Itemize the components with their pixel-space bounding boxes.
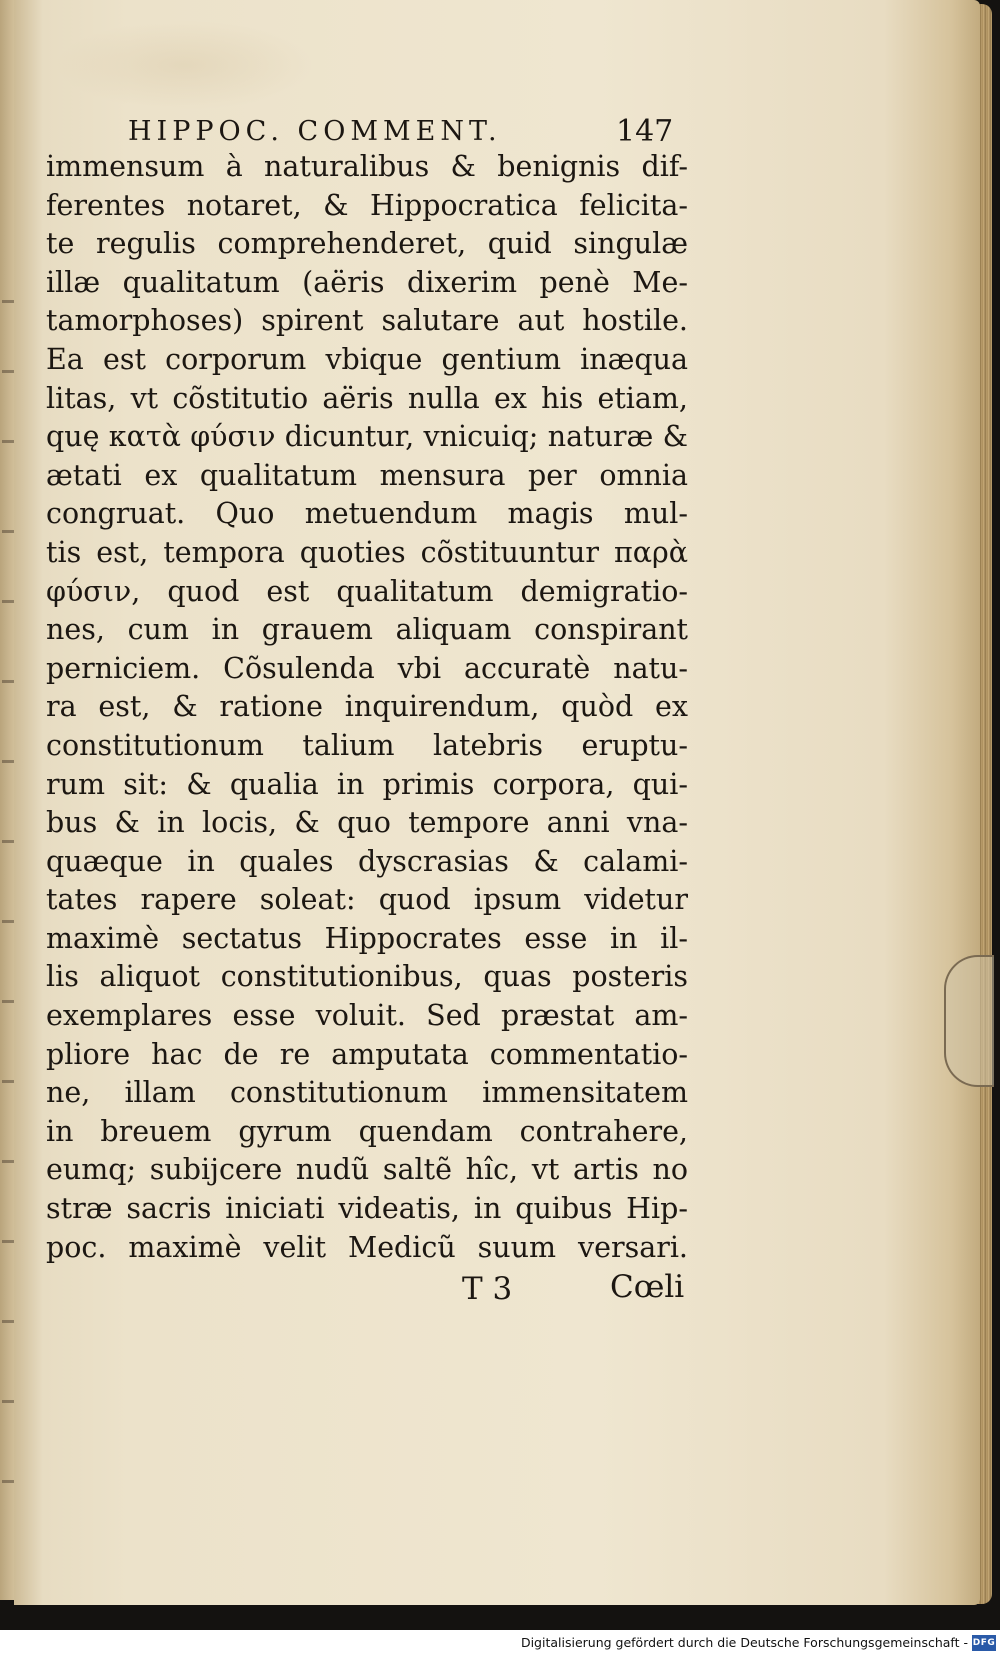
paper-stain <box>54 20 314 110</box>
text-line: maximè sectatus Hippocrates esse in il- <box>46 921 688 955</box>
page-number: 147 <box>616 114 674 149</box>
text-line: ra est, & ratione inquirendum, quòd ex <box>46 690 688 724</box>
text-line: rum sit: & qualia in primis corpora, qui- <box>46 767 688 801</box>
text-line: lis aliquot constitutionibus, quas posteris <box>46 960 688 994</box>
attribution-text: Digitalisierung gefördert durch die Deutsche Forschungsgemeinschaft - <box>520 1635 968 1650</box>
text-line: quę κατὰ φύσιν dicuntur, vnicuiq; naturæ & <box>46 420 688 454</box>
running-head <box>44 108 694 148</box>
running-title: HIPPOC. COMMENT. <box>128 116 502 147</box>
text-line: in breuem gyrum quendam contrahere, <box>46 1114 688 1148</box>
text-line: te regulis comprehenderet, quid singulæ <box>46 227 688 261</box>
text-line: poc. maximè velit Medicũ suum versari. <box>46 1230 688 1264</box>
body-text <box>44 148 694 1267</box>
text-line: bus & in locis, & quo tempore anni vna- <box>46 806 688 840</box>
attribution-bar <box>0 1630 1000 1658</box>
book-page <box>14 0 980 1605</box>
text-line: tis est, tempora quoties cõstituuntur παρὰ <box>46 535 688 569</box>
text-line: pliore hac de re amputata commentatio- <box>46 1037 688 1071</box>
text-line: Ea est corporum vbique gentium inæqua <box>46 342 688 376</box>
page-clip <box>944 955 994 1087</box>
text-line: ne, illam constitutionum immensitatem <box>46 1076 688 1110</box>
text-line: constitutionum talium latebris eruptu- <box>46 728 688 762</box>
text-line: ætati ex qualitatum mensura per omnia <box>46 458 688 492</box>
text-line: exemplares esse voluit. Sed præstat am- <box>46 999 688 1033</box>
catchword: Cœli <box>610 1269 685 1306</box>
text-line: illæ qualitatum (aëris dixerim penè Me- <box>46 265 688 299</box>
text-line: perniciem. Cõsulenda vbi accuratè natu- <box>46 651 688 685</box>
text-line: ferentes notaret, & Hippocratica felicita- <box>46 188 688 222</box>
text-line: quæque in quales dyscrasias & calami- <box>46 844 688 878</box>
text-line: φύσιν, quod est qualitatum demigratio- <box>46 574 688 608</box>
dfg-logo-icon[interactable]: DFG <box>972 1635 996 1651</box>
text-line: litas, vt cõstitutio aëris nulla ex his etiam, <box>46 381 688 415</box>
text-line: tates rapere soleat: quod ipsum videtur <box>46 883 688 917</box>
text-line: tamorphoses) spirent salutare aut hostile. <box>46 304 688 338</box>
text-line: nes, cum in grauem aliquam conspirant <box>46 613 688 647</box>
text-block <box>44 108 694 1311</box>
signature-mark: T 3 <box>462 1271 513 1308</box>
text-line: eumq; subijcere nudũ saltẽ hîc, vt artis no <box>46 1153 688 1187</box>
text-line: immensum à naturalibus & benignis dif- <box>46 150 688 183</box>
text-line: congruat. Quo metuendum magis mul- <box>46 497 688 531</box>
page-footer <box>44 1267 694 1311</box>
text-line: stræ sacris iniciati videatis, in quibus Hip- <box>46 1192 688 1226</box>
